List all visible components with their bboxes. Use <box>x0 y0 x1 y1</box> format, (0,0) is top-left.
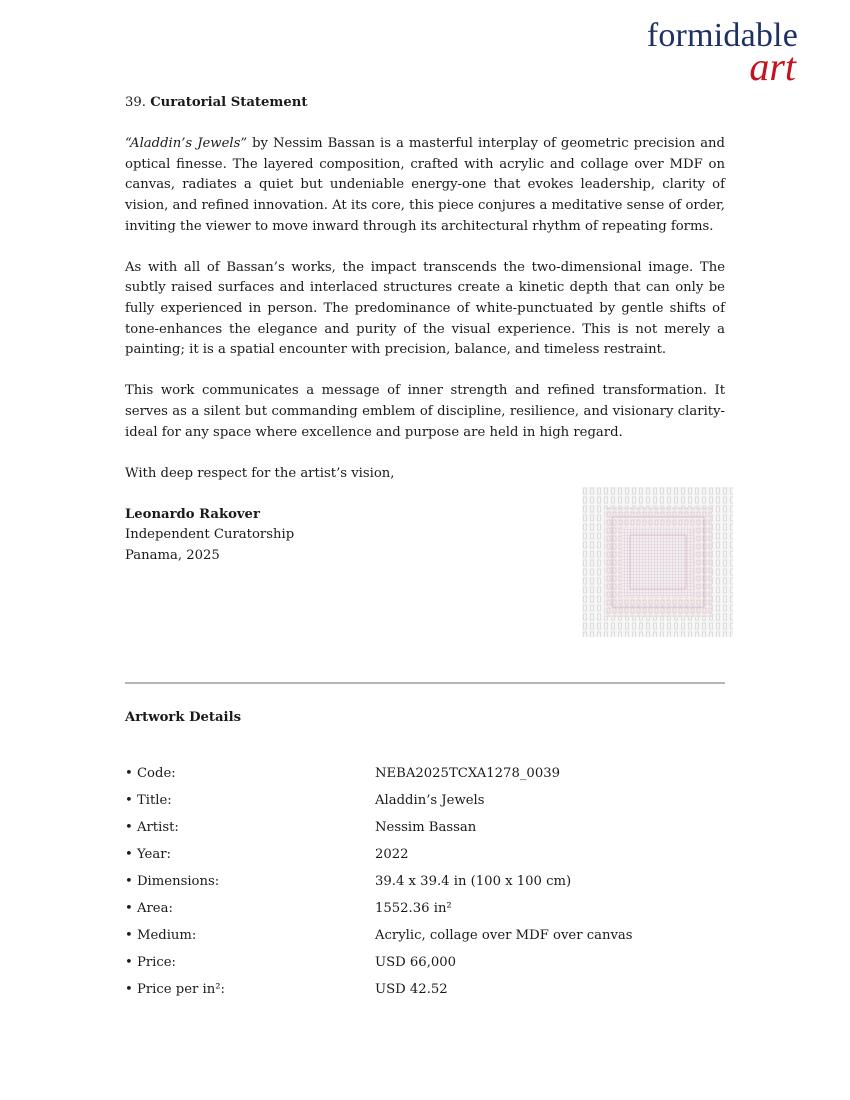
detail-row-price <box>125 953 725 980</box>
logo-word: formidable <box>646 17 798 54</box>
detail-label: • Price per in²: <box>125 982 225 997</box>
detail-row-year <box>125 845 725 872</box>
paragraph-intro <box>125 134 725 237</box>
logo-accent: art <box>749 44 796 89</box>
artwork-thumbnail <box>582 487 733 637</box>
detail-value: 2022 <box>375 847 409 862</box>
detail-value: Nessim Bassan <box>375 820 477 835</box>
detail-label: • Year: <box>125 847 171 862</box>
detail-row-code <box>125 764 725 791</box>
detail-label: • Title: <box>125 793 172 808</box>
detail-label: • Dimensions: <box>125 874 220 889</box>
detail-value: USD 66,000 <box>375 955 457 970</box>
section-heading <box>125 93 725 114</box>
detail-value: Acrylic, collage over MDF over canvas <box>375 928 633 943</box>
detail-label: • Area: <box>125 901 173 916</box>
detail-label: • Medium: <box>125 928 197 943</box>
detail-value: NEBA2025TCXA1278_0039 <box>375 766 560 781</box>
section-title: Curatorial Statement <box>150 95 308 110</box>
curator-place-date: Panama, 2025 <box>125 548 220 564</box>
artwork-details-list <box>125 764 725 1007</box>
paragraph-message: This work communicates a message of inner strength and refined transformation. It serves as a silent but commanding emblem of discipline, resilience, and visionary clarity-ideal for any space where excellence and purpose are held in high regard. <box>125 383 725 440</box>
detail-label: • Code: <box>125 766 176 781</box>
section-number: 39. <box>125 95 146 110</box>
detail-value: Aladdin’s Jewels <box>375 793 485 808</box>
curator-name: Leonardo Rakover <box>125 506 260 522</box>
detail-value: USD 42.52 <box>375 982 448 997</box>
detail-label: • Price: <box>125 955 176 970</box>
closing-line: With deep respect for the artist’s vision, <box>125 465 395 481</box>
paragraph-intro-text: by Nessim Bassan is a masterful interplay of geometric precision and optical finesse. The layered composition, crafted with acrylic and collage over MDF on canvas, radiates a quiet but undeniable energy-one that evokes leadership, clarity of vision, and refined innovation. At its core, this piece conjures a meditative sense of order, inviting the viewer to move inward through its architectural rhythm of repeating forms. <box>125 136 725 234</box>
detail-row-dimensions <box>125 872 725 899</box>
detail-value: 39.4 x 39.4 in (100 x 100 cm) <box>375 874 572 889</box>
section-divider <box>125 682 725 684</box>
detail-row-title <box>125 791 725 818</box>
detail-row-medium <box>125 926 725 953</box>
artwork-image <box>582 487 733 637</box>
formidable-art-logo <box>578 17 798 89</box>
detail-row-artist <box>125 818 725 845</box>
detail-row-area <box>125 899 725 926</box>
curator-org: Independent Curatorship <box>125 527 295 543</box>
detail-label: • Artist: <box>125 820 179 835</box>
detail-row-price-per-area <box>125 980 725 1007</box>
paragraph-impact: As with all of Bassan’s works, the impact transcends the two-dimensional image. The subtly raised surfaces and interlaced structures create a kinetic depth that can only be fully experienced in person. The predominance of white-punctuated by gentle shifts of tone-enhances the elegance and purity of the visual experience. This is not merely a painting; it is a spatial encounter with precision, balance, and timeless restraint. <box>125 259 725 358</box>
detail-value: 1552.36 in² <box>375 901 452 916</box>
artwork-title-italic: “Aladdin’s Jewels” <box>125 136 248 152</box>
artwork-details-title: Artwork Details <box>125 710 242 725</box>
